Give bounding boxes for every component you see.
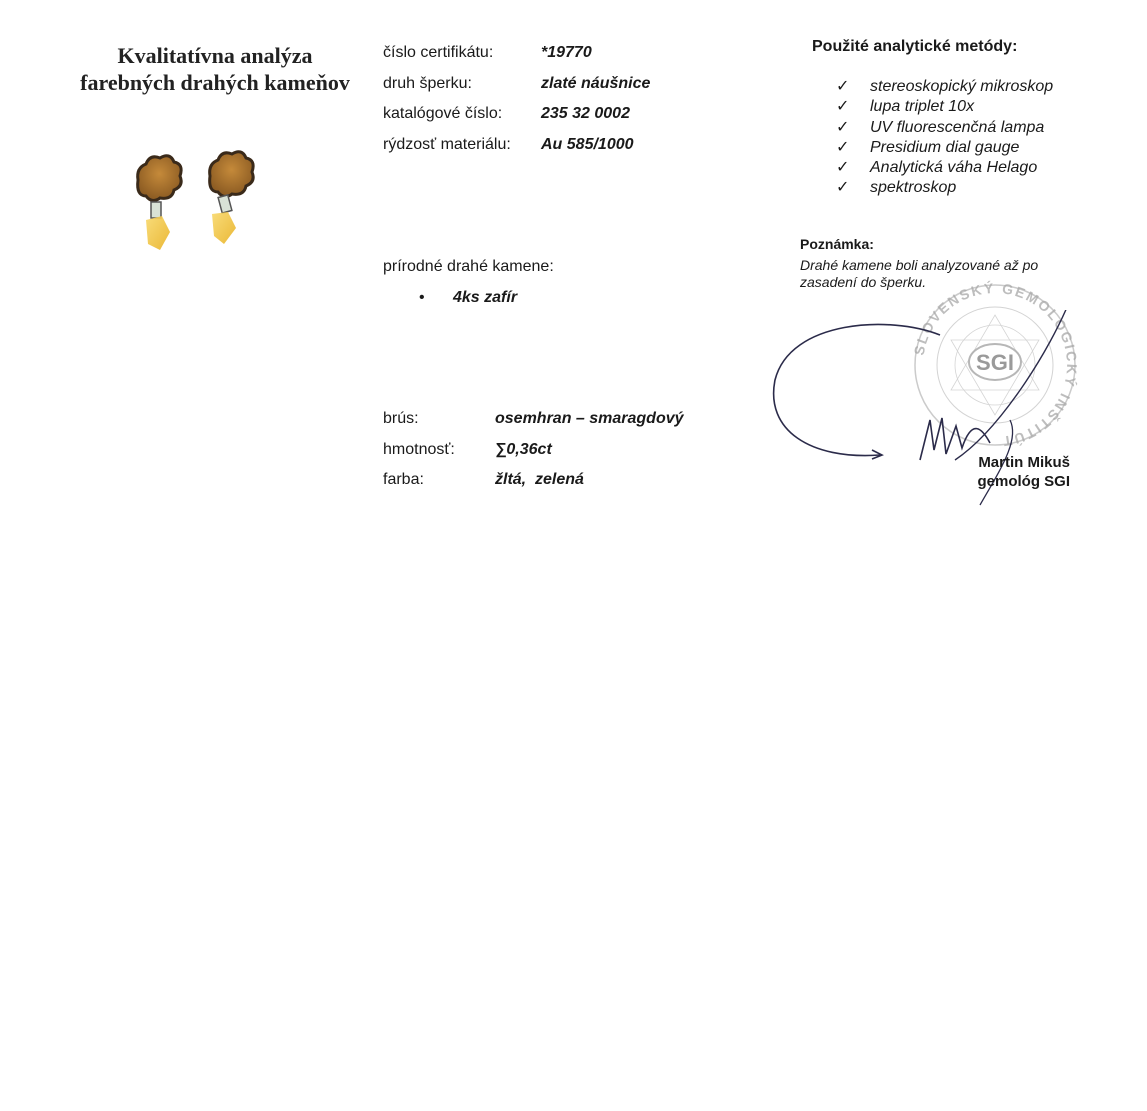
cut-label: brús:: [383, 410, 419, 427]
weight-value: ∑0,36ct: [495, 441, 552, 458]
cut-value: osemhran – smaragdový: [495, 410, 684, 427]
stone-item-text: 4ks zafír: [453, 289, 518, 306]
method-item: ✓ stereoskopický mikroskop: [836, 78, 1054, 95]
title-line-1: Kvalitatívna analýza: [117, 43, 313, 68]
check-icon: ✓: [836, 98, 850, 116]
method-item: ✓ Analytická váha Helago: [836, 159, 1038, 177]
svg-text:SLOVENSKÝ GEMOLOGICKÝ INŠTITÚT: SLOVENSKÝ GEMOLOGICKÝ INŠTITÚT: [910, 279, 1081, 450]
certificate-row: [383, 44, 783, 64]
material-purity-label: rýdzosť materiálu:: [383, 136, 511, 153]
methods-heading: Použité analytické metódy:: [812, 38, 1018, 55]
check-icon: ✓: [836, 118, 850, 136]
methods-list: [836, 77, 1053, 199]
color-value: žltá, zelená: [495, 471, 584, 488]
earrings-photo: [126, 140, 286, 270]
method-item: ✓ UV fluorescenčná lampa: [836, 118, 1045, 136]
bullet-icon: •: [419, 289, 425, 306]
stone-list-item: [419, 289, 517, 307]
material-purity-value: Au 585/1000: [541, 136, 634, 153]
document-title: [40, 42, 390, 96]
method-item: ✓ lupa triplet 10x: [836, 98, 975, 116]
certificate-number-label: číslo certifikátu:: [383, 44, 494, 61]
method-item: ✓ Presidium dial gauge: [836, 138, 1020, 156]
material-purity-row: [383, 136, 783, 156]
note-heading: Poznámka:: [800, 236, 874, 252]
weight-row: [383, 441, 783, 461]
title-line-2: farebných drahých kameňov: [80, 70, 350, 95]
check-icon: ✓: [836, 179, 850, 197]
color-label: farba:: [383, 471, 424, 488]
check-icon: ✓: [836, 138, 850, 156]
jewelry-type-row: [383, 75, 783, 95]
jewelry-type-value: zlaté náušnice: [541, 75, 651, 92]
jewelry-type-label: druh šperku:: [383, 75, 472, 92]
note-text: Drahé kamene boli analyzované až po zasadení do šperku.: [800, 257, 1039, 290]
color-row: [383, 471, 783, 491]
weight-label: hmotnosť:: [383, 441, 455, 458]
cut-row: [383, 410, 783, 430]
certificate-number-value: *19770: [541, 44, 592, 61]
signer-name: Martin Mikuš: [978, 454, 1070, 471]
check-icon: ✓: [836, 78, 850, 95]
check-icon: ✓: [836, 159, 850, 177]
signer-block: [940, 453, 1070, 491]
signer-title: gemológ SGI: [977, 473, 1070, 490]
natural-stones-label: prírodné drahé kamene:: [383, 258, 554, 275]
catalog-number-row: [383, 105, 783, 125]
svg-text:SGI: SGI: [976, 350, 1014, 375]
method-item: ✓ spektroskop: [836, 179, 957, 197]
catalog-number-label: katalógové číslo:: [383, 105, 503, 122]
catalog-number-value: 235 32 0002: [541, 105, 630, 122]
